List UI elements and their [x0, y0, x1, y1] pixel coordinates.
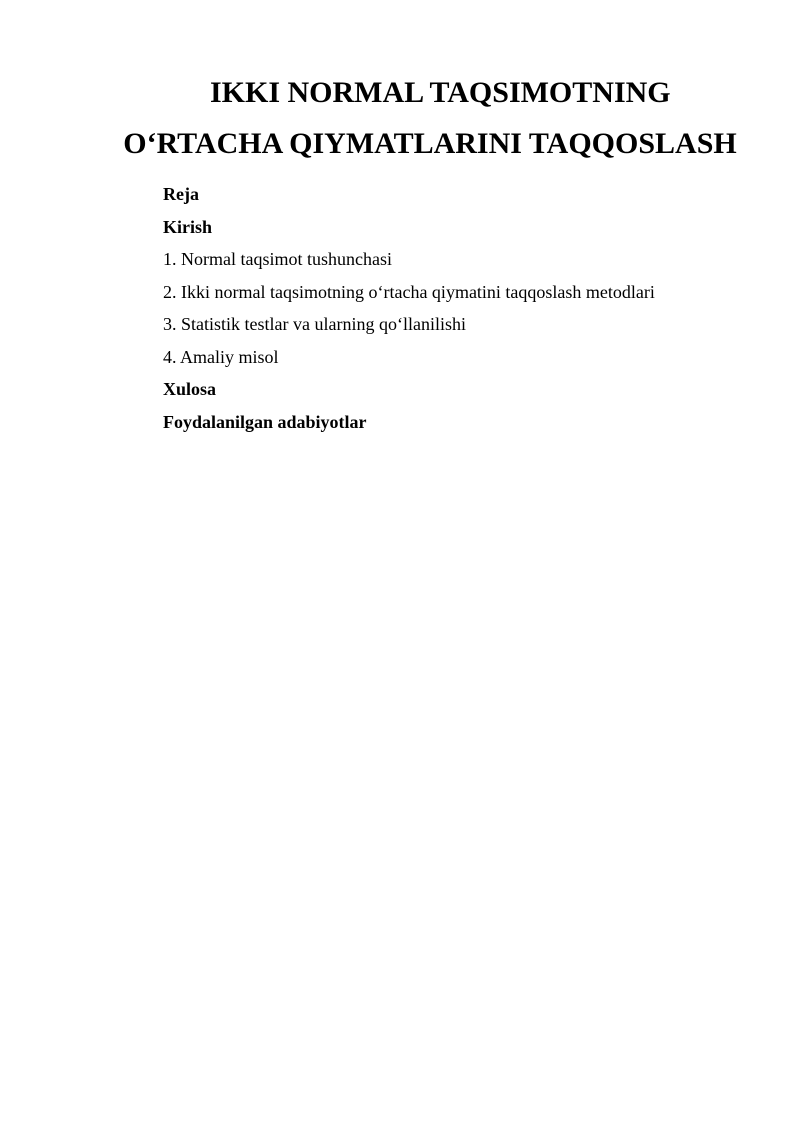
document-title-line-1: IKKI NORMAL TAQSIMOTNING: [210, 76, 671, 109]
plan-item: 3. Statistik testlar va ularning qo‘llanilishi: [163, 314, 466, 334]
plan-references: Foydalanilgan adabiyotlar: [163, 411, 367, 432]
plan-list: [163, 178, 655, 438]
plan-item: 1. Normal taqsimot tushunchasi: [163, 249, 392, 269]
document-title-line-2: O‘RTACHA QIYMATLARINI TAQQOSLASH: [123, 127, 737, 160]
plan-item: 4. Amaliy misol: [163, 346, 279, 367]
plan-item: 2. Ikki normal taqsimotning o‘rtacha qiymatini taqqoslash metodlari: [163, 281, 655, 302]
plan-conclusion: Xulosa: [163, 379, 217, 399]
plan-intro: Kirish: [163, 216, 213, 237]
plan-heading: Reja: [163, 184, 199, 204]
